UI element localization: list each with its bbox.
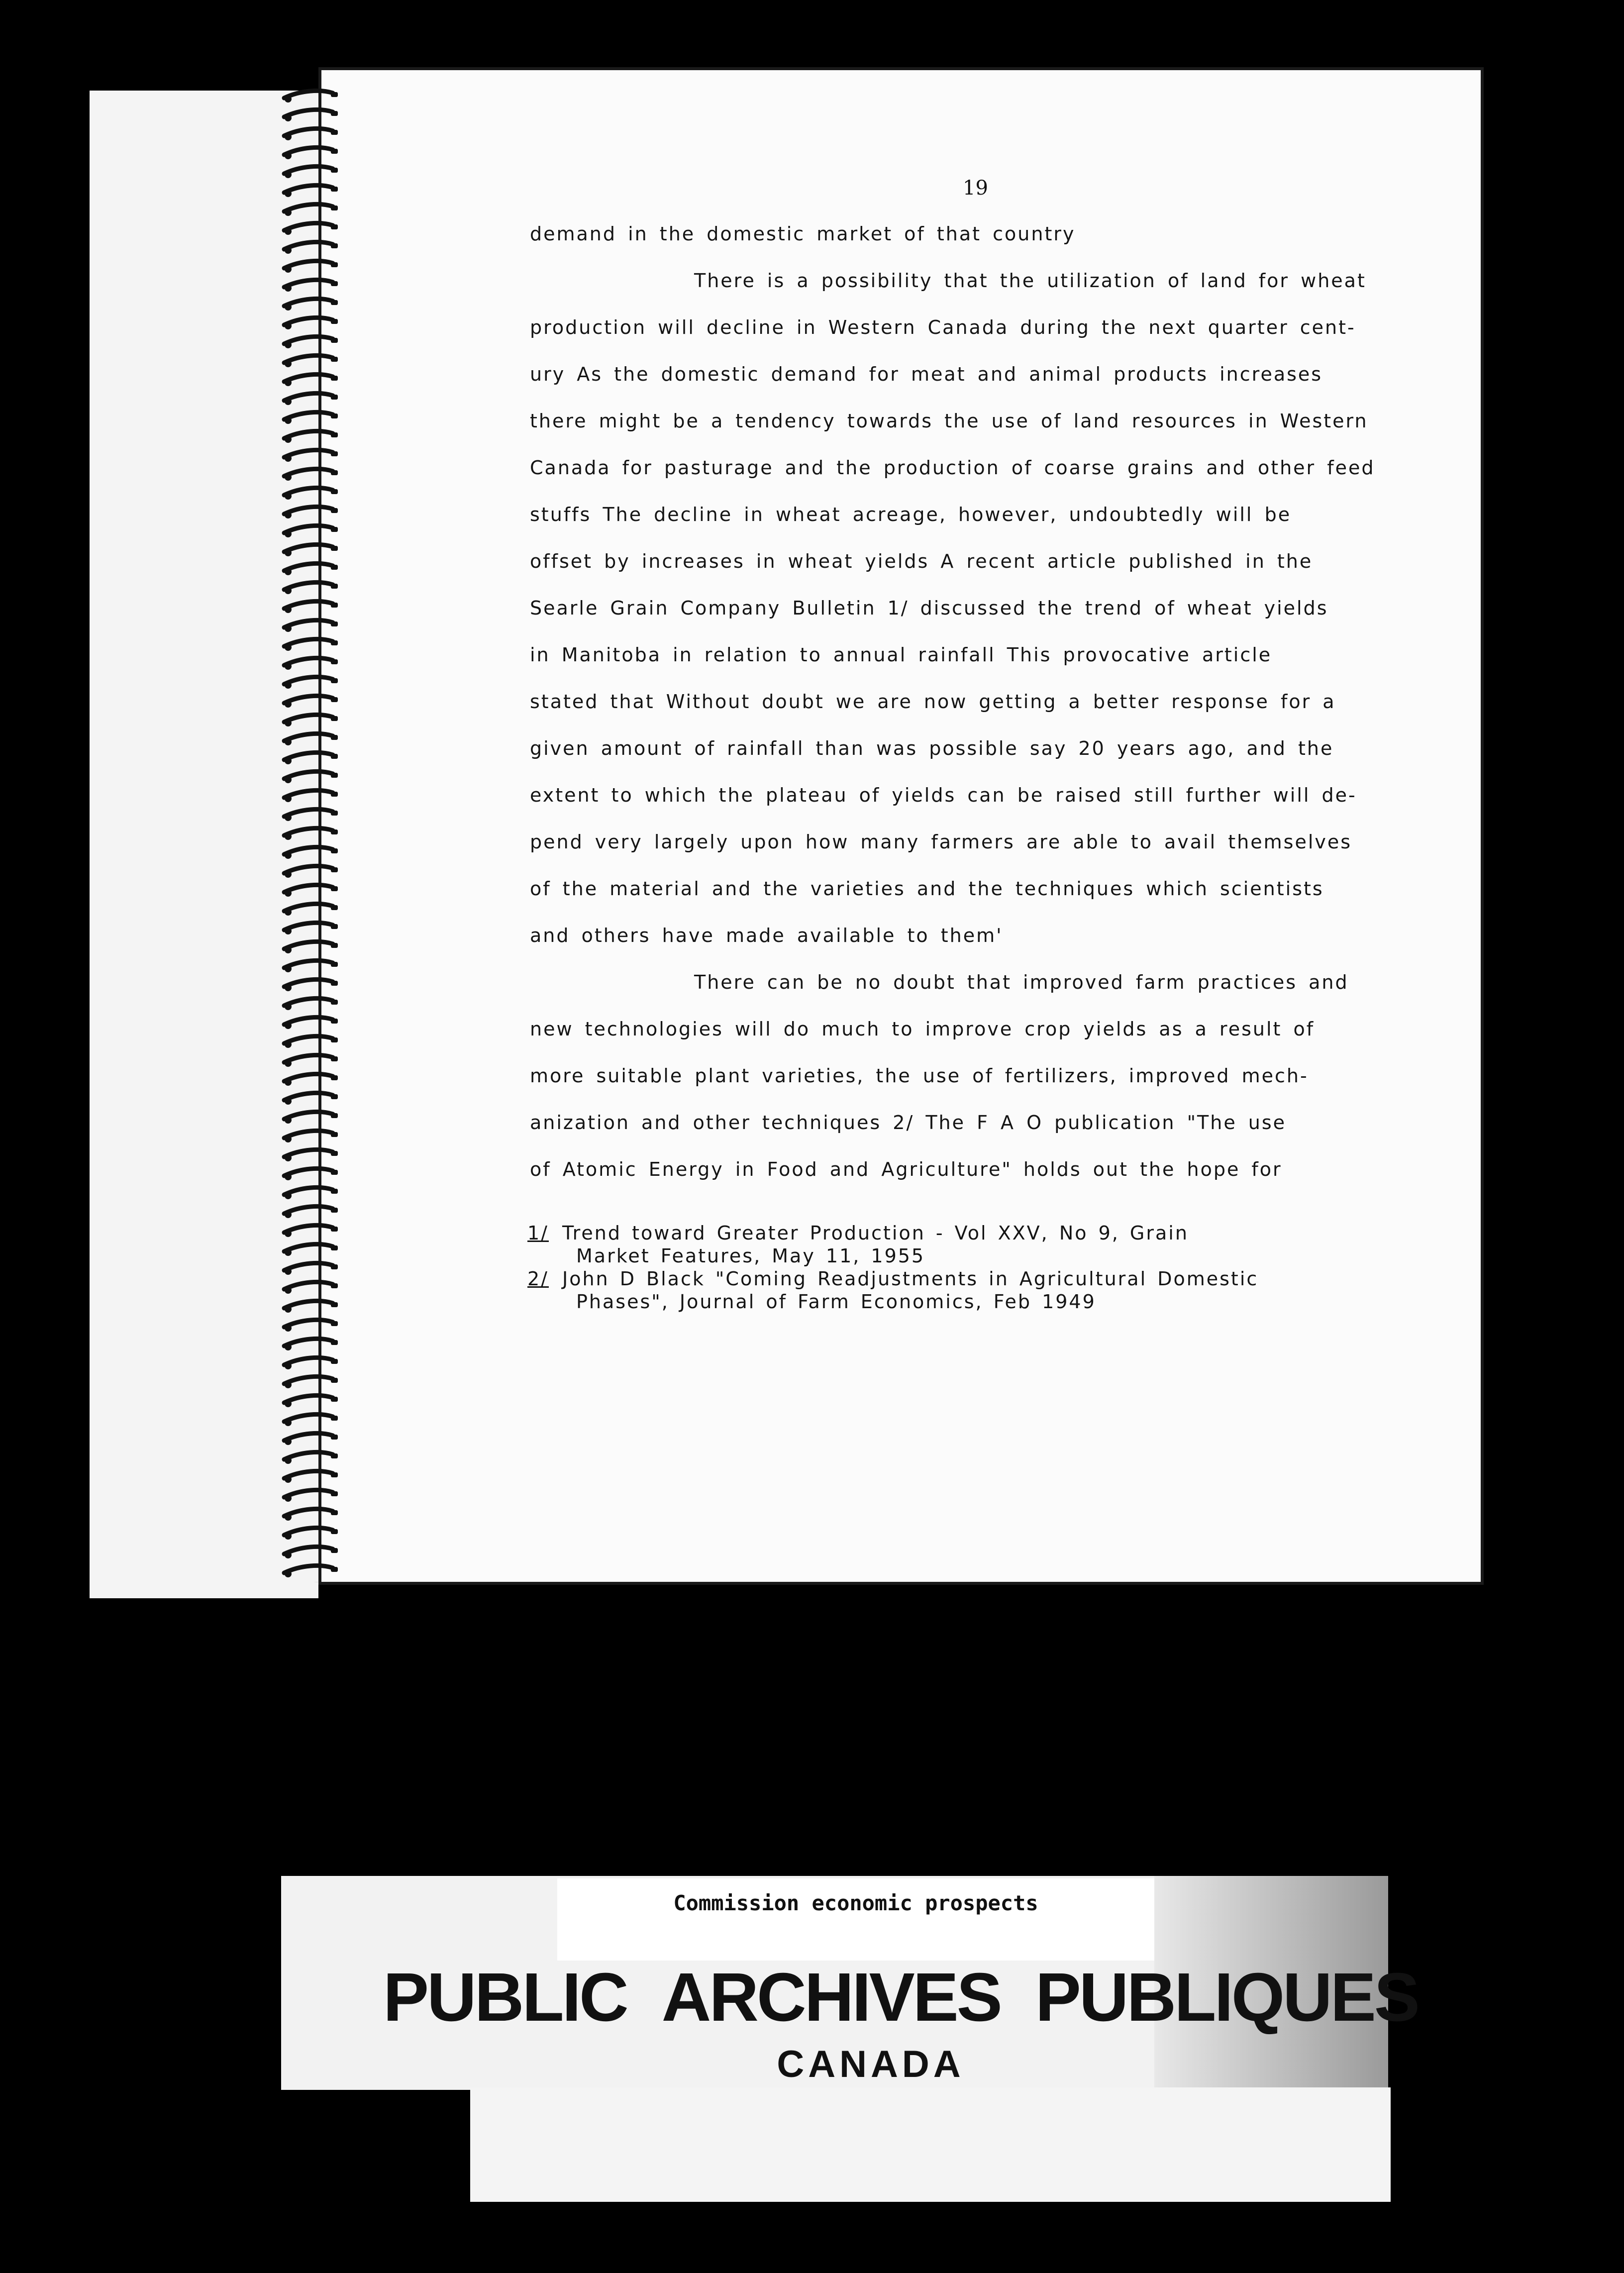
archive-word-publiques: PUBLIQUES (1035, 1959, 1418, 2036)
archive-word-public: PUBLIC (383, 1959, 627, 2036)
text-line: new technologies will do much to improve crop yields as a result of (530, 1018, 1315, 1040)
text-line: extent to which the plateau of yields can be raised still further will de- (530, 784, 1357, 806)
footnote-mark: 2/ (527, 1268, 549, 1290)
footnote-first-line (527, 1267, 1403, 1290)
footnote-text: Trend toward Greater Production - Vol XXV, No 9, Grain (562, 1222, 1189, 1244)
footnote-continuation: Phases", Journal of Farm Economics, Feb 1949 (576, 1291, 1096, 1313)
text-line: There can be no doubt that improved farm practices and (694, 971, 1349, 993)
footnote (527, 1222, 1403, 1267)
text-line: anization and other techniques 2/ The F A O publication "The use (530, 1112, 1287, 1134)
text-line: stuffs The decline in wheat acreage, however, undoubtedly will be (530, 504, 1292, 525)
archive-name (383, 1958, 1418, 2037)
text-line: there might be a tendency towards the use of land resources in Western (530, 410, 1368, 432)
text-line: in Manitoba in relation to annual rainfall This provocative article (530, 644, 1272, 666)
text-line: pend very largely upon how many farmers are able to avail themselves (530, 831, 1352, 853)
text-line: stated that Without doubt we are now getting a better response for a (530, 691, 1336, 713)
text-line: production will decline in Western Canada during the next quarter cent- (530, 316, 1356, 338)
text-line: of the material and the varieties and the techniques which scientists (530, 878, 1324, 900)
text-line: and others have made available to them' (530, 925, 1003, 946)
text-line: Searle Grain Company Bulletin 1/ discussed the trend of wheat yields (530, 597, 1328, 619)
spiral-binding (281, 87, 346, 1582)
archive-word-archives: ARCHIVES (661, 1959, 1001, 2036)
text-line: of Atomic Energy in Food and Agriculture" holds out the hope for (530, 1158, 1282, 1180)
archive-label-title: Commission economic prospects (673, 1891, 1038, 1915)
archive-country: CANADA (777, 2043, 965, 2085)
body-text (530, 219, 1391, 1201)
text-line: demand in the domestic market of that country (530, 223, 1076, 245)
footnote (527, 1267, 1403, 1313)
text-line: Canada for pasturage and the production of coarse grains and other feed (530, 457, 1375, 479)
text-line: ury As the domestic demand for meat and animal products increases (530, 363, 1323, 385)
footnote-first-line (527, 1222, 1403, 1244)
footnote-text: John D Black "Coming Readjustments in Agricultural Domestic (562, 1268, 1259, 1290)
footnote-mark: 1/ (527, 1222, 549, 1244)
page-number: 19 (963, 177, 988, 200)
footnotes (527, 1222, 1403, 1313)
text-line: There is a possibility that the utilization of land for wheat (694, 270, 1366, 292)
text-line: offset by increases in wheat yields A recent article published in the (530, 550, 1313, 572)
text-line: given amount of rainfall than was possible say 20 years ago, and the (530, 737, 1334, 759)
text-line: more suitable plant varieties, the use of fertilizers, improved mech- (530, 1065, 1309, 1087)
archive-label-tab (470, 2087, 1391, 2202)
footnote-continuation: Market Features, May 11, 1955 (576, 1245, 925, 1267)
